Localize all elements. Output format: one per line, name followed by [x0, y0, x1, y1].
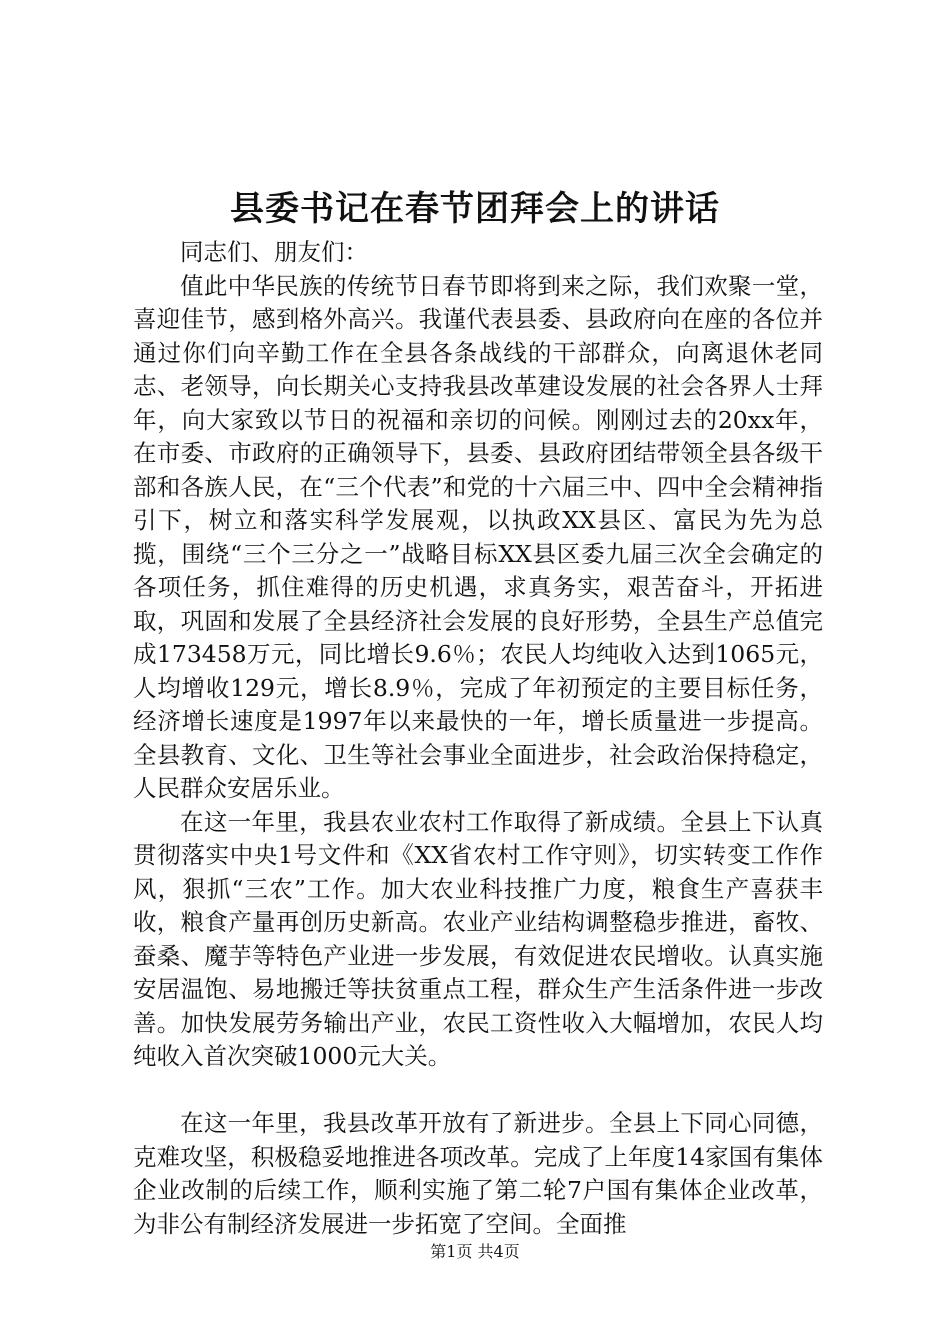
paragraph-spacer: [133, 1074, 823, 1108]
paragraph-2: 在这一年里，我县农业农村工作取得了新成绩。全县上下认真贯彻落实中央1号文件和《XX省农村工作守则》，切实转变工作作风，狠抓“三农”工作。加大农业科技推广力度，粮食生产喜获丰收，粮食产量再创历史新高。农业产业结构调整稳步推进，畜牧、蚕桑、魔芋等特色产业进一步发展，有效促进农民增收。认真实施安居温饱、易地搬迁等扶贫重点工程，群众生产生活条件进一步改善。加快发展劳务输出产业，农民工资性收入大幅增加，农民人均纯收入首次突破1000元大关。: [133, 807, 823, 1070]
paragraph-1: 值此中华民族的传统节日春节即将到来之际，我们欢聚一堂，喜迎佳节，感到格外高兴。我谨代表县委、县政府向在座的各位并通过你们向辛勤工作在全县各条战线的干部群众，向离退休老同志、老领导，向长期关心支持我县改革建设发展的社会各界人士拜年，向大家致以节日的祝福和亲切的问候。刚刚过去的20xx年，在市委、市政府的正确领导下，县委、县政府团结带领全县各级干部和各族人民，在“三个代表”和党的十六届三中、四中全会精神指引下，树立和落实科学发展观，以执政XX县区、富民为先为总揽，围绕“三个三分之一”战略目标XX县区委九届三次全会确定的各项任务，抓住难得的历史机遇，求真务实，艰苦奋斗，开拓进取，巩固和发展了全县经济社会发展的良好形势，全县生产总值完成173458万元，同比增长9.6％；农民人均纯收入达到1065元，人均增收129元，增长8.9％，完成了年初预定的主要目标任务，经济增长速度是1997年以来最快的一年，增长质量进一步提高。全县教育、文化、卫生等社会事业全面进步，社会政治保持稳定，人民群众安居乐业。: [133, 271, 823, 802]
salutation: 同志们、朋友们：: [180, 238, 368, 266]
page-number: 第1页 共4页: [430, 1242, 520, 1261]
document-body: [133, 236, 823, 1241]
document-title: 县委书记在春节团拜会上的讲话: [230, 189, 720, 229]
paragraph-3: 在这一年里，我县改革开放有了新进步。全县上下同心同德，克难攻坚，积极稳妥地推进各项改革。完成了上年度14家国有集体企业改制的后续工作，顺利实施了第二轮7户国有集体企业改革，为非公有制经济发展进一步拓宽了空间。全面推: [133, 1109, 823, 1238]
